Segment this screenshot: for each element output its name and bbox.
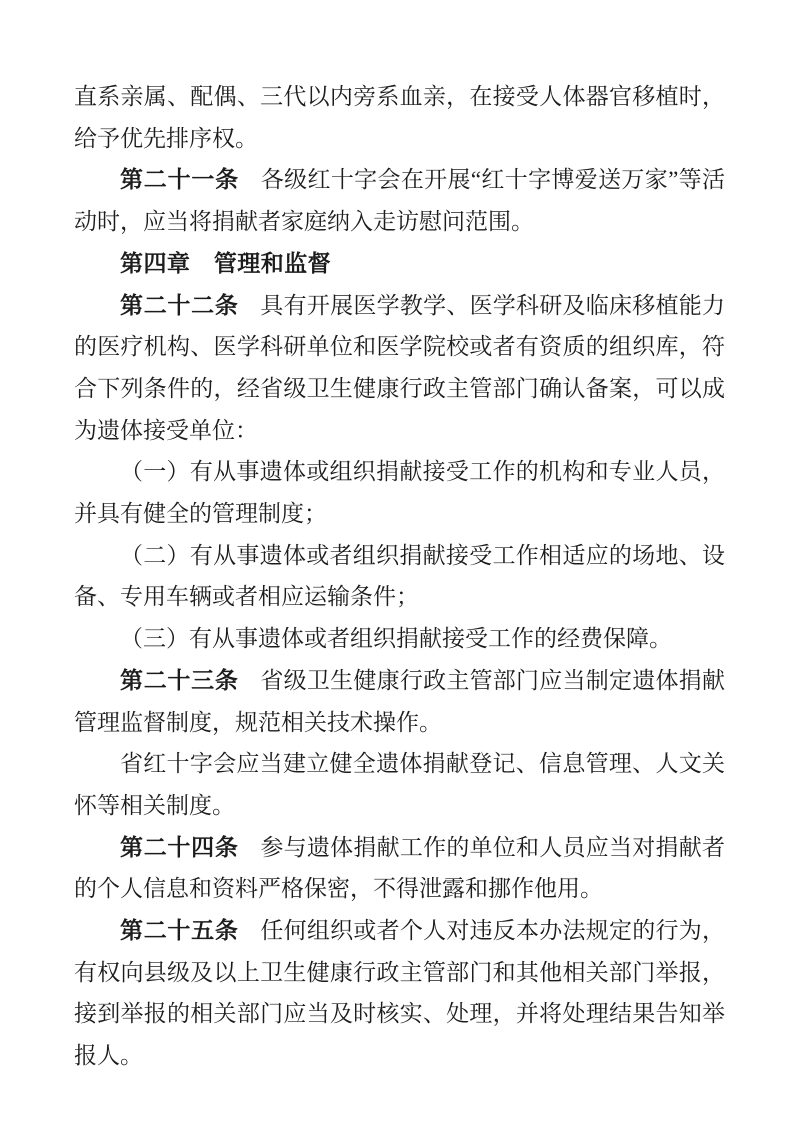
paragraph-text: （一）有从事遗体或组织捐献接受工作的机构和专业人员，并具有健全的管理制度； (74, 459, 725, 527)
paragraph-continuation (74, 76, 725, 159)
paragraph-text: 参与遗体捐献工作的单位和人员应当对捐献者的个人信息和资料严格保密，不得泄露和挪作他用。 (74, 834, 726, 902)
article-22-item-2 (74, 535, 725, 618)
paragraph-text: 具有开展医学教学、医学科研及临床移植能力的医疗机构、医学科研单位和医学院校或者有资质的组织库，符合下列条件的，经省级卫生健康行政主管部门确认备案，可以成为遗体接受单位： (74, 292, 726, 443)
article-number-label: 第二十四条 (120, 833, 239, 860)
article-number-label: 第二十五条 (120, 917, 239, 944)
paragraph-text: 第四章 管理和监督 (120, 249, 332, 276)
paragraph-text: 任何组织或者个人对违反本办法规定的行为，有权向县级及以上卫生健康行政主管部门和其他相关部门举报，接到举报的相关部门应当及时核实、处理，并将处理结果告知举报人。 (74, 918, 726, 1069)
paragraph-text: 直系亲属、配偶、三代以内旁系血亲，在接受人体器官移植时，给予优先排序权。 (74, 84, 725, 151)
article-22-item-1 (74, 451, 725, 534)
paragraph-text: 省红十字会应当建立健全遗体捐献登记、信息管理、人文关怀等相关制度。 (74, 751, 725, 818)
chapter-4-heading (74, 243, 725, 285)
article-number-label: 第二十三条 (120, 666, 239, 693)
article-23 (74, 660, 725, 743)
article-number-label: 第二十二条 (120, 291, 239, 318)
paragraph-text: 各级红十字会在开展“红十字博爱送万家”等活动时，应当将捐献者家庭纳入走访慰问范围。 (74, 167, 725, 235)
article-22-item-3 (74, 618, 725, 660)
paragraph-text: 省级卫生健康行政主管部门应当制定遗体捐献管理监督制度，规范相关技术操作。 (74, 667, 726, 735)
paragraph-text: （二）有从事遗体或者组织捐献接受工作相适应的场地、设备、专用车辆或者相应运输条件； (74, 542, 725, 610)
article-23-paragraph-2 (74, 743, 725, 826)
article-21 (74, 159, 725, 242)
article-25 (74, 910, 725, 1077)
article-number-label: 第二十一条 (120, 166, 239, 193)
document-body (74, 76, 725, 1077)
article-24 (74, 827, 725, 910)
paragraph-text: （三）有从事遗体或者组织捐献接受工作的经费保障。 (120, 626, 672, 652)
article-22 (74, 285, 725, 452)
